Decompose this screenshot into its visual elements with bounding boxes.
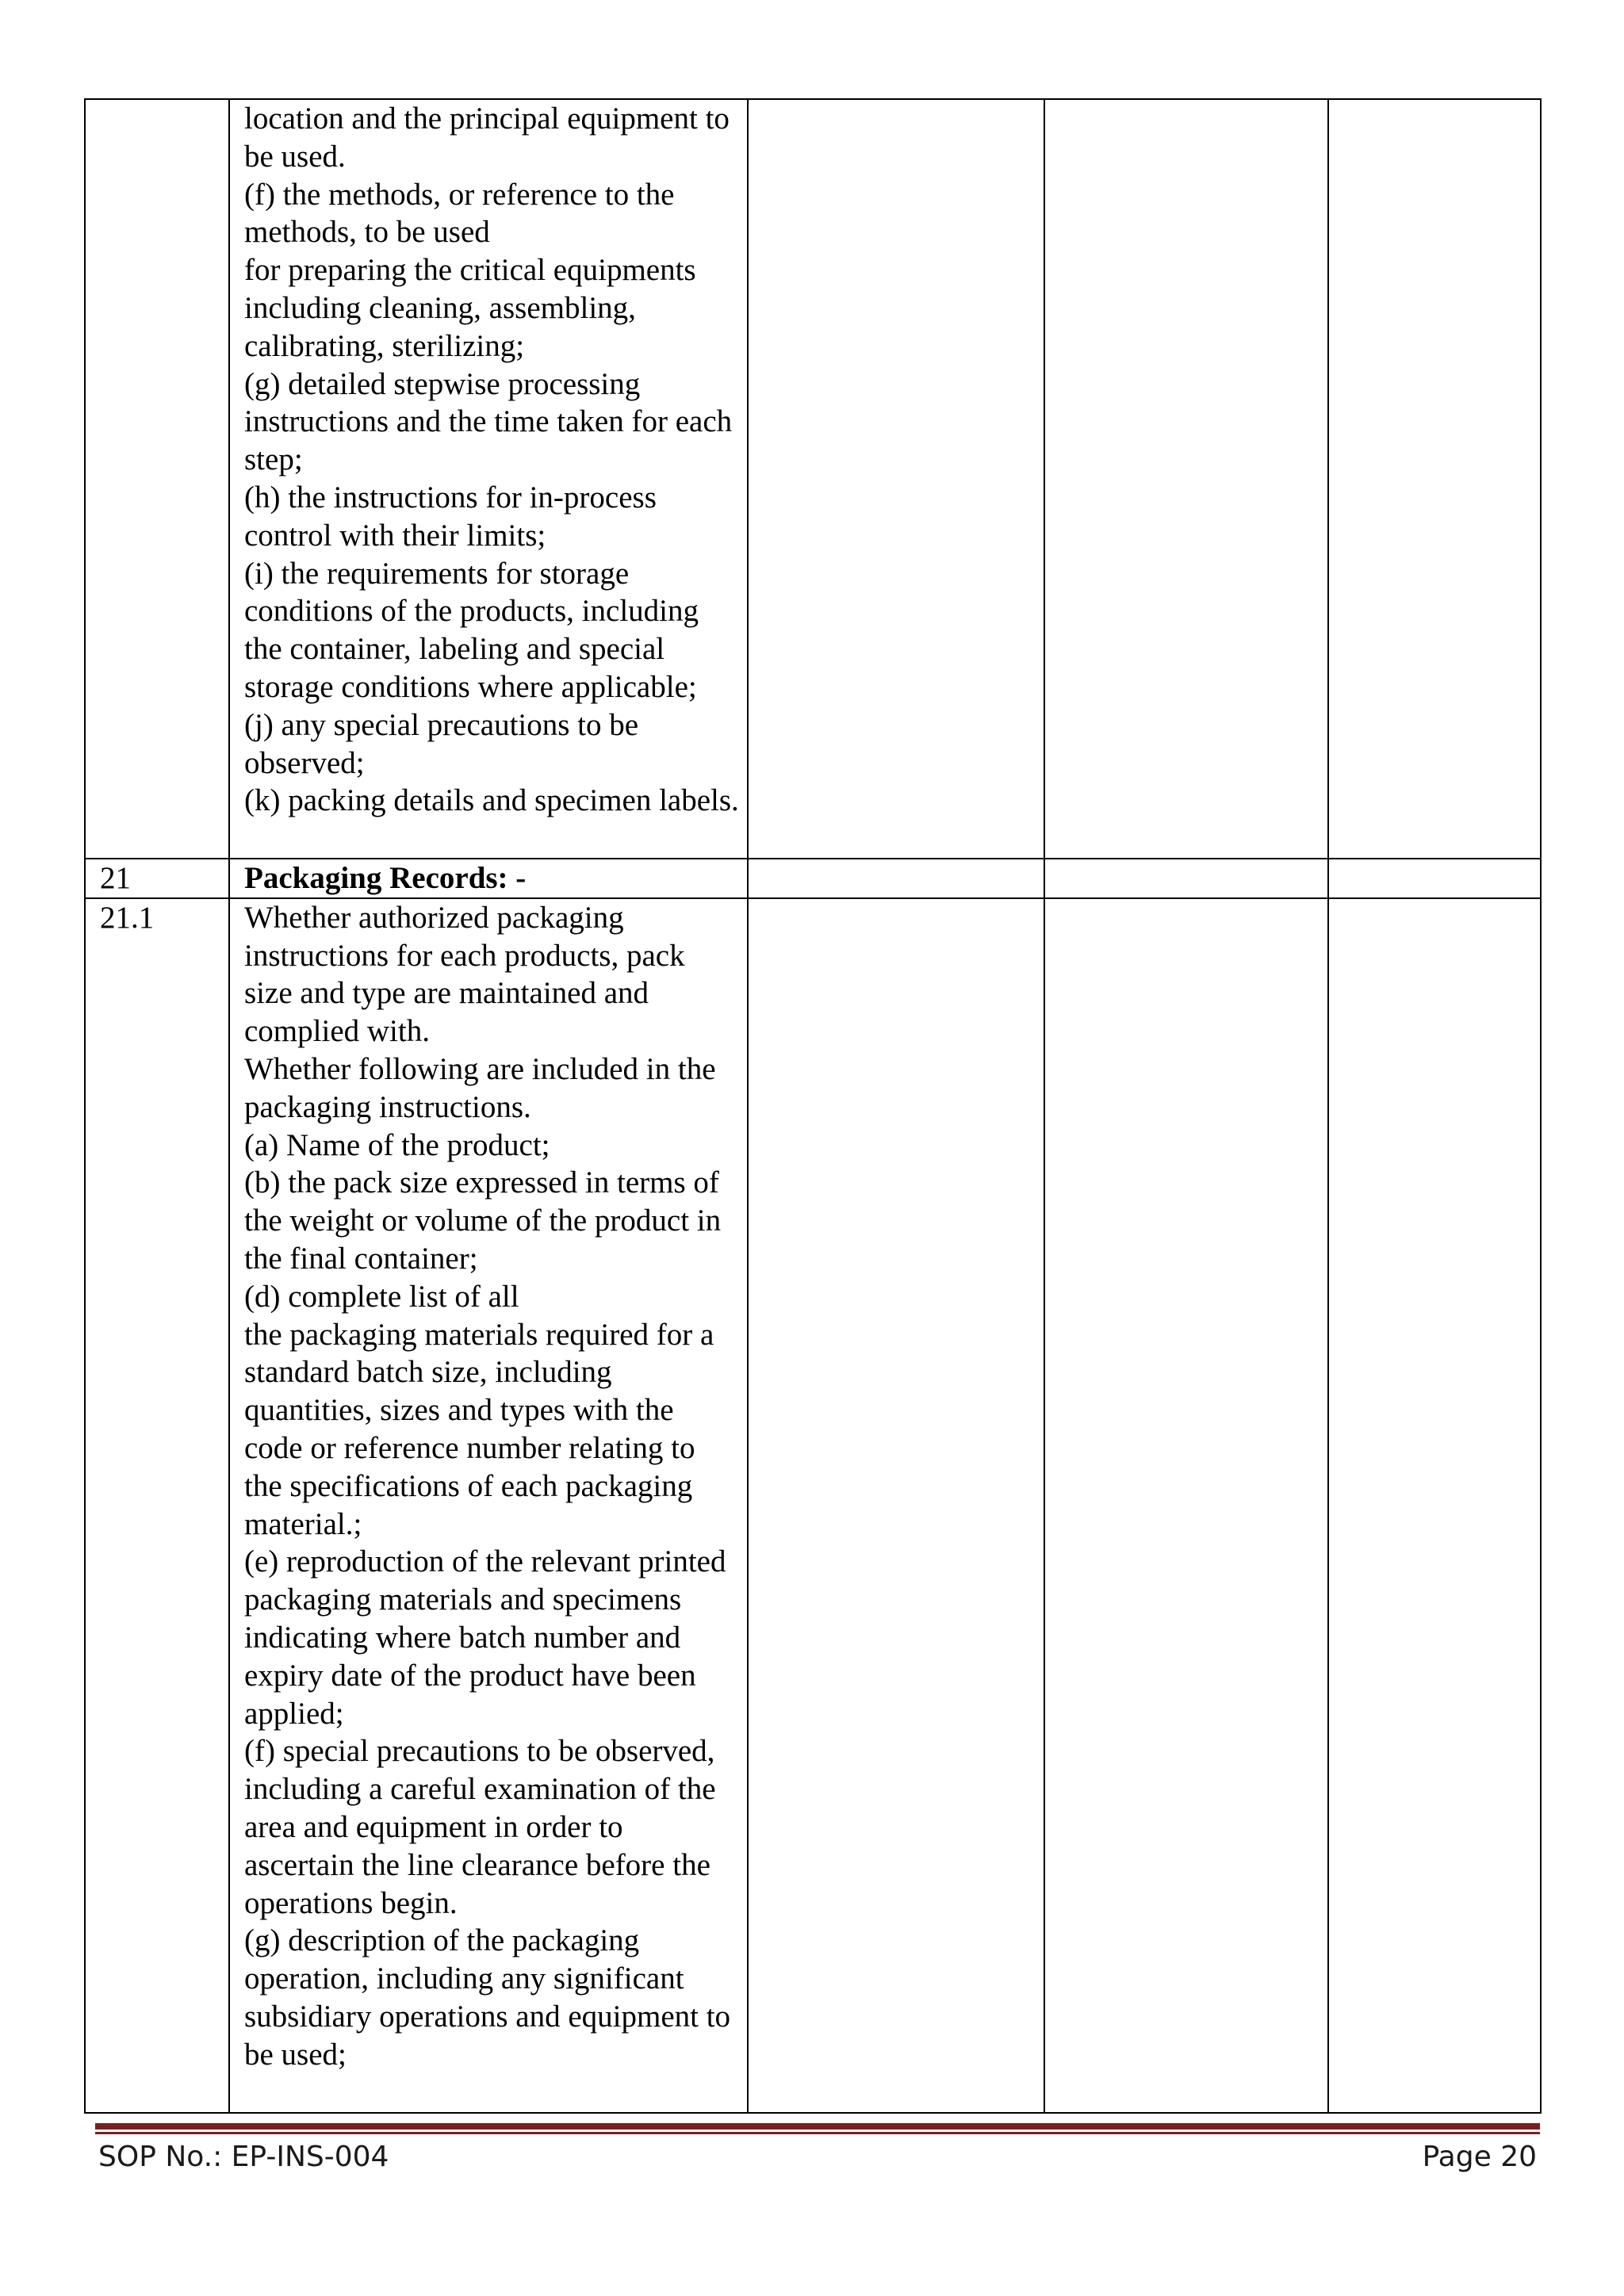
item-line: Whether authorized packaging instructions for each products, pack size and type are maintained and complied with. (244, 900, 685, 1049)
remarks-cell (1328, 99, 1541, 859)
table-row (85, 859, 1541, 898)
page-number: Page 20 (1422, 2141, 1537, 2173)
footer-rule (95, 2123, 1540, 2130)
item-line: (k) packing details and specimen labels. (244, 783, 739, 818)
item-line: (i) the requirements for storage conditions of the products, including the container, labeling and special storage conditions where applicable; (244, 556, 699, 704)
checklist-table (84, 98, 1542, 2114)
remarks-cell (1328, 898, 1541, 2113)
observation-cell (748, 859, 1044, 898)
item-line: (g) detailed stepwise processing instructions and the time taken for each step; (244, 366, 733, 477)
item-line: Whether following are included in the packaging instructions. (244, 1051, 716, 1124)
item-line: (e) reproduction of the relevant printed packaging materials and specimens indicating where batch number and expiry date of the product have been applied; (244, 1544, 726, 1731)
item-line: for preparing the critical equipments including cleaning, assembling, calibrating, sterilizing; (244, 253, 696, 363)
observation-cell (748, 99, 1044, 859)
item-number-cell (85, 99, 229, 859)
compliance-cell (1044, 898, 1328, 2113)
item-line: (f) special precautions to be observed, including a careful examination of the area and equipment in order to ascertain the line clearance before the operations begin. (244, 1734, 716, 1920)
item-number-cell: 21.1 (85, 898, 229, 2113)
item-line: (a) Name of the product; (244, 1127, 550, 1162)
compliance-cell (1044, 859, 1328, 898)
table-row (85, 99, 1541, 859)
section-number-cell: 21 (85, 859, 229, 898)
item-line: (j) any special precautions to be observed; (244, 707, 639, 780)
sop-number: SOP No.: EP-INS-004 (98, 2141, 389, 2173)
compliance-cell (1044, 99, 1328, 859)
section-title-cell (229, 859, 748, 898)
item-line: (b) the pack size expressed in terms of the weight or volume of the product in the final container; (244, 1165, 722, 1276)
item-line: location and the principal equipment to be used. (244, 101, 730, 174)
section-title: Packaging Records: - (244, 861, 527, 895)
item-line: (g) description of the packaging operation, including any significant subsidiary operations and equipment to be used; (244, 1923, 731, 2072)
item-line: (h) the instructions for in-process control with their limits; (244, 480, 657, 553)
remarks-cell (1328, 859, 1541, 898)
table-row (85, 898, 1541, 2113)
item-line: (f) the methods, or reference to the methods, to be used (244, 177, 675, 250)
footer-rule-thin (95, 2132, 1540, 2134)
item-text-cell (229, 898, 748, 2113)
observation-cell (748, 898, 1044, 2113)
item-line: the packaging materials required for a standard batch size, including quantities, sizes and types with the code or reference number relating to the specifications of each packaging material.; (244, 1317, 714, 1541)
item-text-cell (229, 99, 748, 859)
item-line: (d) complete list of all (244, 1279, 519, 1314)
